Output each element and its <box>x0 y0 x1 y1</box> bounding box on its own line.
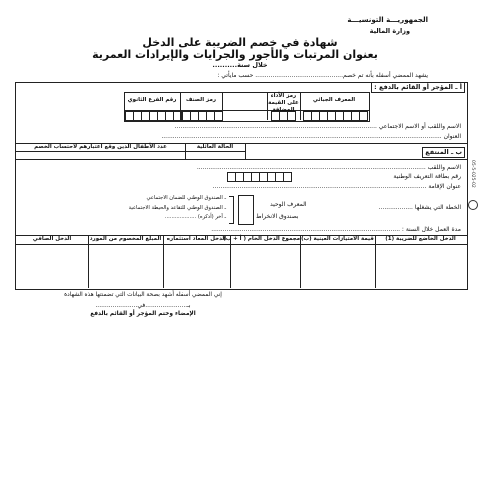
declaration-text: إني الممضي أسفله أشهد بصحة البيانات التي تضمنتها هذه الشهادة <box>64 292 222 298</box>
col-benefits-in-kind: قيمة الامتيازات العينية (ب) <box>301 236 374 242</box>
section-a-label: أ ـ المؤجر أو القائم بالدفع : <box>371 82 465 93</box>
unique-id-label: المعرف الوحيد <box>270 201 307 208</box>
col-category: رمز الصنف <box>185 97 217 103</box>
fund-label: بصندوق الانخراط <box>256 213 299 220</box>
fund-bracket <box>229 196 234 224</box>
id-card-label: رقم بطاقة التعريف الوطنية <box>393 173 461 180</box>
section-b-label: ب ـ المنتفع <box>422 147 465 158</box>
taxid-cells <box>304 111 368 121</box>
place-date: بـ......................في...................... <box>95 302 191 309</box>
id-card-cells <box>228 172 292 182</box>
job-title: الخطة التي يشغلها .................. <box>378 204 461 211</box>
side-code: 05-5-025-02 <box>470 160 475 188</box>
col-branch: رقم الفرع الثانوي <box>127 97 177 103</box>
work-period: مدة العمل خلال السنة : ................................................................................................... <box>211 226 461 233</box>
fund-other: ـ آخر (أذكره) ................... <box>164 214 226 220</box>
unique-id-box[interactable] <box>238 195 254 225</box>
col-vat-code: رمز الأداء على القيمة المضافة <box>268 93 299 113</box>
col-withheld-amount: المبلغ المخصوم من المورد <box>89 236 162 242</box>
fund-cnrps: ـ الصندوق الوطني للتقاعد والحيطة الاجتماعية <box>128 205 226 211</box>
fund-cnss: ـ الصندوق الوطني للضمان الاجتماعي <box>146 195 226 201</box>
col-reinvested-income: الدخل المعاد استثماره <box>166 236 227 242</box>
col-tax-id: المعرف الجبائي <box>312 97 356 103</box>
title-line1: شهادة في خصم الضريبة على الدخل <box>142 36 338 49</box>
stamp-icon <box>468 200 478 210</box>
col-net-income: الدخل الصافي <box>32 236 72 242</box>
title-line3: خلال سنة.......... <box>212 61 268 69</box>
children-header: عدد الأطفال الذين وقع اعتبارهم لاحتساب الخصم <box>34 144 167 150</box>
vat-cells <box>272 111 296 121</box>
title-line2: بعنوان المرتبات والأجور والجرايات والإيرادات العمرية <box>92 48 378 61</box>
country-name: الجمهوريـــة التونسيـــة <box>347 16 428 24</box>
signature-label: الإمضاء وختم المؤجر أو القائم بالدفع <box>90 311 196 317</box>
branch-cells <box>126 111 182 121</box>
category-cells <box>183 111 223 121</box>
beneficiary-name: الاسم واللقب ........................................................................................................................ <box>196 164 461 171</box>
employer-address: العنوان ................................................................................................................................................... <box>161 133 461 140</box>
marital-status-header: الحالة العائلية <box>196 144 234 150</box>
employer-name: الاسم واللقب أو الاسم الاجتماعي .......................................................................................................... <box>174 123 461 130</box>
ministry-name: وزارة المالية <box>369 27 410 35</box>
col-gross-income: مجموع الدخل الخام ( أ + ب) <box>223 236 300 242</box>
residence-address: عنوان الإقامة ................................................................................................................ <box>212 183 461 190</box>
intro-text: يشهد الممضي أسفله بأنه تم خصم.............................................. حسب مايأتي : <box>217 72 428 79</box>
col-taxable-income: الدخل الخاضع للضريبة (1) <box>385 236 456 242</box>
